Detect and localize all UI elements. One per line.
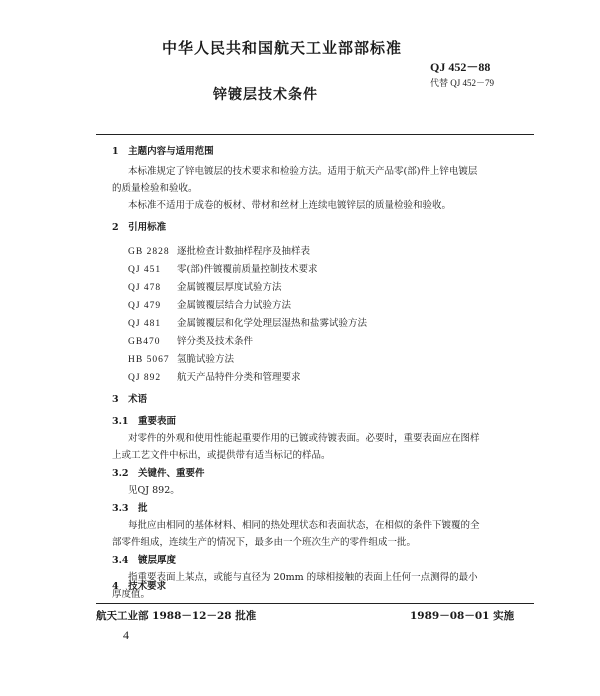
section-4-heading: 4 技术要求 xyxy=(112,581,167,592)
reference-code: QJ 478 xyxy=(128,283,162,293)
reference-title: 零(部)件镀覆前质量控制技术要求 xyxy=(177,264,318,275)
reference-title: 航天产品特件分类和管理要求 xyxy=(177,372,301,383)
section-1-paragraph-1-line-2: 的质量检验和验收。 xyxy=(112,183,198,194)
term-3-3-line-2: 部零件组成，连续生产的情况下，最多由一个班次生产的零件组成一批。 xyxy=(112,537,417,548)
replaces-code: 代替 QJ 452－79 xyxy=(430,78,495,88)
section-3-heading: 3 术语 xyxy=(112,394,148,405)
page-number: 4 xyxy=(123,628,129,642)
section-1-paragraph-1-line-1: 本标准规定了锌电镀层的技术要求和检验方法。适用于航天产品零(部)件上锌电镀层 xyxy=(128,166,478,177)
reference-title: 金属镀覆层和化学处理层湿热和盐雾试验方法 xyxy=(177,318,368,329)
term-3-4-line-1: 指重要表面上某点，或能与直径为 20mm 的球相接触的表面上任何一点测得的最小 xyxy=(128,572,478,583)
term-3-3-line-1: 每批应由相同的基体材料、相同的热处理状态和表面状态，在相似的条件下镀覆的全 xyxy=(128,520,480,531)
reference-code: GB 2828 xyxy=(128,247,170,257)
section-1-paragraph-2: 本标准不适用于成卷的板材、带材和丝材上连续电镀锌层的质量检验和验收。 xyxy=(128,200,452,211)
term-3-3-heading: 3.3 批 xyxy=(112,503,148,514)
reference-item xyxy=(128,315,367,329)
reference-item xyxy=(128,279,282,293)
term-3-1-line-1: 对零件的外观和使用性能起重要作用的已镀或待镀表面。必要时，重要表面应在图样 xyxy=(128,433,480,444)
reference-code: QJ 892 xyxy=(128,373,162,383)
reference-item xyxy=(128,369,301,383)
reference-code: QJ 451 xyxy=(128,265,162,275)
reference-code: HB 5067 xyxy=(128,355,170,365)
reference-title: 逐批检查计数抽样程序及抽样表 xyxy=(177,246,311,257)
document-title: 锌镀层技术条件 xyxy=(213,87,318,103)
section-1-heading: 1 主题内容与适用范围 xyxy=(112,146,214,157)
reference-item xyxy=(128,351,234,365)
standard-code: QJ 452－88 xyxy=(430,60,491,74)
term-3-4-line-2: 厚度值。 xyxy=(112,589,151,600)
term-3-4-heading: 3.4 镀层厚度 xyxy=(112,555,177,566)
standard-title: 中华人民共和国航天工业部部标准 xyxy=(162,39,403,57)
reference-code: QJ 481 xyxy=(128,319,162,329)
reference-title: 氢脆试验方法 xyxy=(177,354,235,365)
reference-title: 金属镀覆层厚度试验方法 xyxy=(177,282,282,293)
reference-code: GB470 xyxy=(128,337,161,347)
effective-date: 1989－08－01 实施 xyxy=(410,610,515,622)
reference-item xyxy=(128,297,291,311)
section-2-heading: 2 引用标准 xyxy=(112,222,167,233)
term-3-1-heading: 3.1 重要表面 xyxy=(112,416,177,427)
term-3-2-heading: 3.2 关键件、重要件 xyxy=(112,468,205,479)
approval-date: 航天工业部 1988－12－28 批准 xyxy=(96,610,257,622)
reference-item xyxy=(128,333,253,347)
reference-title: 锌分类及技术条件 xyxy=(177,336,254,347)
term-3-1-line-2: 上或工艺文件中标出，或提供带有适当标记的样品。 xyxy=(112,450,331,461)
reference-item xyxy=(128,243,310,257)
footer-rule xyxy=(96,603,534,604)
reference-title: 金属镀覆层结合力试验方法 xyxy=(177,300,292,311)
reference-item xyxy=(128,261,317,275)
term-3-2-body: 见QJ 892。 xyxy=(128,485,180,496)
reference-code: QJ 479 xyxy=(128,301,162,311)
header-rule xyxy=(96,134,534,135)
